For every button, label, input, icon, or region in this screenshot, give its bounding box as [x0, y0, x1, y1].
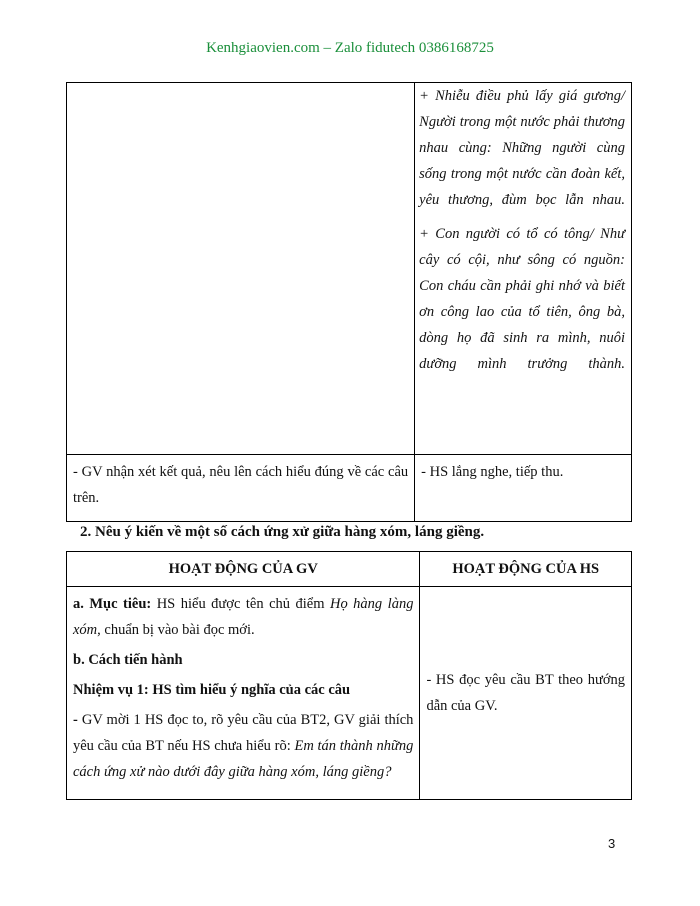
muc-tieu-text: HS hiểu được tên chủ điểm — [151, 596, 330, 612]
header-contact: Zalo fidutech 0386168725 — [334, 40, 494, 56]
hs-activity-cell — [420, 587, 632, 800]
exercise-question: Em tán thành những cách ứng xử nào dưới đây giữa hàng xóm, láng giềng? — [73, 738, 414, 780]
gv-instruction-paragraph — [73, 707, 413, 785]
section-2-title: 2. Nêu ý kiến về một số cách ứng xử giữa hàng xóm, láng giềng. — [80, 524, 485, 540]
header-gv-activity: HOẠT ĐỘNG CỦA GV — [67, 552, 420, 587]
muc-tieu-text-end: , chuẩn bị vào bài đọc mới. — [97, 622, 255, 638]
muc-tieu-paragraph — [73, 591, 413, 643]
table1-right-cell — [415, 83, 632, 455]
nhiem-vu-heading: Nhiệm vụ 1: HS tìm hiểu ý nghĩa của các câu — [73, 682, 351, 698]
muc-tieu-label: a. Mục tiêu: — [73, 596, 152, 612]
chu-diem-name: Họ hàng làng xóm — [73, 596, 414, 638]
page-number: 3 — [608, 836, 616, 851]
header-hs-activity: HOẠT ĐỘNG CỦA HS — [420, 552, 632, 587]
proverb-explanation-2: + Con người có tổ có tông/ Như cây có cội, như sông có nguồn: Con cháu cần phải ghi nhớ và biết ơn công lao của tổ tiên, ông bà, dòng họ đã sinh ra mình, nuôi dưỡng mình trưởng thành. — [419, 226, 625, 372]
activity-table-continued — [66, 82, 632, 522]
header-site[interactable]: Kenhgiaovien.com — [206, 40, 320, 56]
hs-feedback-text: - HS lắng nghe, tiếp thu. — [421, 464, 564, 480]
gv-dash: - — [73, 712, 82, 728]
gv-activity-cell — [67, 587, 420, 800]
page-header — [0, 40, 700, 57]
gv-instruction-text: GV mời 1 HS đọc to, rõ yêu cầu của BT2, GV giải thích yêu cầu của BT nếu HS chưa hiểu rõ: — [73, 712, 414, 754]
table1-left-empty-cell — [67, 83, 415, 455]
proverb-explanation-1: + Nhiễu điều phủ lấy giá gương/ Người trong một nước phải thương nhau cùng: Những người cùng sống trong một nước cần đoàn kết, yêu thương, đùm bọc lẫn nhau. — [419, 88, 625, 208]
hs-activity-text: - HS đọc yêu cầu BT theo hướng dẫn của GV. — [426, 672, 625, 714]
table1-gv-feedback-cell — [67, 455, 415, 522]
cach-tien-hanh-heading: b. Cách tiến hành — [73, 652, 183, 668]
table1-hs-feedback-cell — [415, 455, 632, 522]
activity-table — [66, 551, 632, 800]
header-separator: – — [319, 40, 335, 56]
gv-feedback-text: - GV nhận xét kết quả, nêu lên cách hiểu đúng về các câu trên. — [73, 464, 409, 506]
